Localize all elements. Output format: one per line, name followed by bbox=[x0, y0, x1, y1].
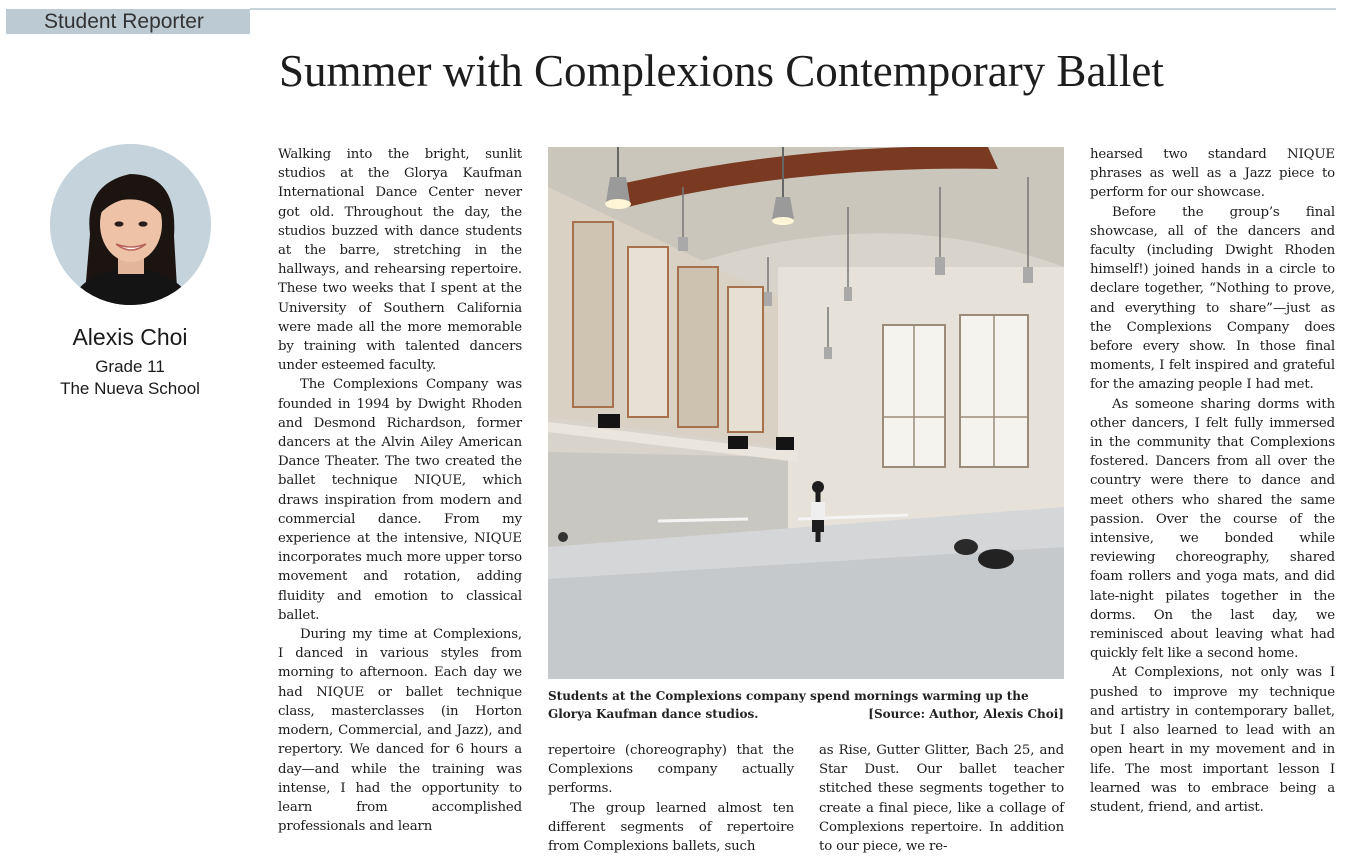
paragraph: hearsed two standard NIQUE phrases as well as a Jazz piece to perform for our showcase. bbox=[1090, 147, 1335, 201]
article-column-3 bbox=[819, 741, 1064, 856]
article-column-4 bbox=[1090, 145, 1335, 817]
article-title: Summer with Complexions Contemporary Ballet bbox=[279, 46, 1164, 96]
paragraph: Before the group’s final showcase, all of the dancers and faculty (including Dwight Rhoden himself!) joined hands in a circle to declare together, “Nothing to prove, and everything to share”—just as the Complexions Company does before every show. In those final moments, I felt inspired and grateful for the amazing people I had met. bbox=[1090, 204, 1335, 393]
paragraph: The group learned almost ten different segments of repertoire from Complexions ballets, such bbox=[548, 800, 794, 855]
paragraph: Walking into the bright, sunlit studios at the Glorya Kaufman International Dance Center never got old. Throughout the day, the studios buzzed with dance students at the barre, stretching in the hallways, and rehearsing repertoire. These two weeks that I spent at the University of Southern California were made all the more memorable by training with talented dancers under esteemed faculty. bbox=[278, 147, 522, 374]
dance-studio-photo bbox=[548, 147, 1064, 679]
author-school: The Nueva School bbox=[60, 379, 200, 398]
paragraph: as Rise, Gutter Glitter, Bach 25, and Star Dust. Our ballet teacher stitched these segments together to create a final piece, like a collage of Complexions repertoire. In addition to our piece, we re- bbox=[819, 743, 1064, 855]
paragraph: repertoire (choreography) that the Complexions company actually performs. bbox=[548, 743, 794, 797]
author-name: Alexis Choi bbox=[72, 324, 188, 350]
article-column-2 bbox=[548, 741, 794, 856]
caption-text: Students at the Complexions company spend mornings warming up the Glorya Kaufman dance studios. bbox=[548, 689, 1029, 721]
paragraph: During my time at Complexions, I danced in various styles from morning to afternoon. Each day we had NIQUE or ballet technique class, masterclasses (in Horton modern, Commercial, and Jazz), and repertory. We danced for 6 hours a day—and while the training was intense, I had the opportunity to learn from accomplished professionals and learn bbox=[278, 627, 522, 835]
paragraph: As someone sharing dorms with other dancers, I felt fully immersed in the community that Complexions fostered. Dancers from all over the country were there to dance and meet others who shared the same passion. Over the course of the intensive, we bonded while reviewing choreography, shared foam rollers and yoga mats, and did late-night pilates together in the dorms. On the last day, we reminisced about leaving what had quickly felt like a second home. bbox=[1090, 396, 1335, 662]
photo-caption bbox=[548, 688, 1064, 723]
article-column-1 bbox=[278, 145, 522, 836]
author-avatar bbox=[50, 144, 211, 305]
paragraph: At Complexions, not only was I pushed to improve my technique and artistry in contemporary ballet, but I also learned to lead with an open heart in my movement and in life. The most important lesson I learned was to embrace being a student, friend, and artist. bbox=[1090, 665, 1335, 815]
header-rule bbox=[250, 8, 1336, 10]
author-grade: Grade 11 bbox=[95, 357, 165, 376]
section-tag: Student Reporter bbox=[6, 9, 250, 34]
paragraph: The Complexions Company was founded in 1994 by Dwight Rhoden and Desmond Richardson, former dancers at the Alvin Ailey American Dance Theater. The two created the ballet technique NIQUE, which draws inspiration from modern and commercial dance. From my experience at the intensive, NIQUE incorporates much more upper torso movement and rotation, adding fluidity and emotion to classical ballet. bbox=[278, 377, 522, 623]
photo-source: [Source: Author, Alexis Choi] bbox=[868, 706, 1064, 721]
